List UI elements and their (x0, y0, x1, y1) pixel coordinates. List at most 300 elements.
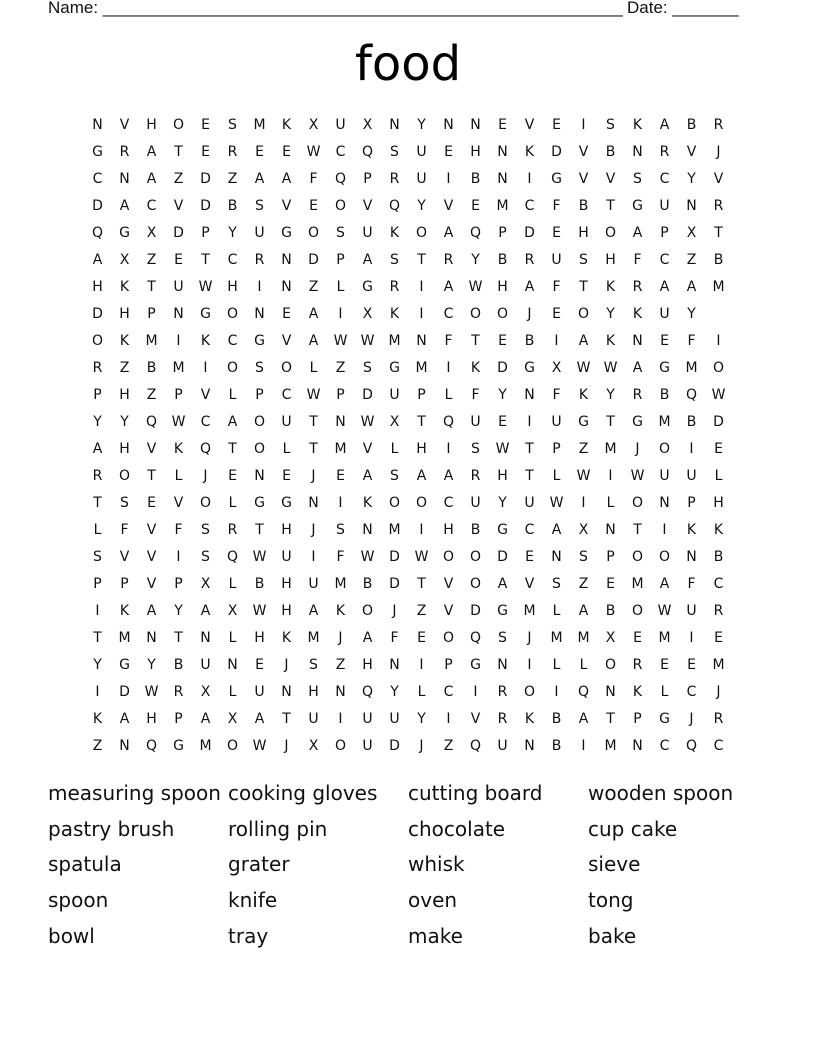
grid-letter: E (525, 549, 534, 565)
grid-letter: G (389, 360, 400, 376)
grid-letter: A (659, 279, 670, 295)
grid-letter: M (577, 630, 590, 646)
grid-letter: A (119, 711, 130, 727)
grid-letter: E (633, 630, 642, 646)
grid-row (84, 193, 732, 220)
grid-letter: M (199, 738, 212, 754)
grid-letter: D (200, 198, 211, 214)
word-list-item: bowl (48, 923, 95, 948)
grid-letter: N (281, 252, 292, 268)
grid-letter: S (309, 657, 318, 673)
grid-letter: L (228, 387, 237, 403)
grid-letter: X (119, 252, 130, 268)
grid-letter: N (335, 414, 346, 430)
grid-letter: C (713, 576, 724, 592)
grid-letter: O (199, 495, 212, 511)
grid-letter: O (604, 657, 617, 673)
grid-letter: G (659, 711, 670, 727)
grid-letter: Q (577, 684, 590, 700)
word-list-item: wooden spoon (588, 781, 734, 805)
grid-letter: U (659, 468, 670, 484)
grid-letter: P (93, 576, 102, 592)
grid-letter: D (173, 225, 184, 241)
grid-letter: Q (226, 549, 239, 565)
grid-letter: W (198, 279, 213, 295)
grid-letter: J (527, 306, 532, 322)
grid-letter: H (146, 711, 157, 727)
grid-letter: A (146, 144, 157, 160)
grid-letter: U (173, 279, 184, 295)
grid-letter: J (716, 684, 721, 700)
grid-letter: N (146, 630, 157, 646)
grid-letter: V (686, 144, 697, 160)
grid-letter: C (146, 198, 157, 214)
grid-row (84, 355, 732, 382)
grid-letter: L (552, 603, 561, 619)
grid-letter: M (415, 360, 428, 376)
grid-letter: E (714, 630, 723, 646)
grid-letter: E (552, 306, 561, 322)
grid-letter: A (443, 279, 454, 295)
grid-letter: F (687, 576, 696, 592)
grid-letter: M (118, 630, 131, 646)
grid-letter: J (527, 630, 532, 646)
grid-letter: R (173, 684, 184, 700)
word-list-item: cutting board (408, 781, 543, 805)
grid-letter: D (551, 144, 562, 160)
grid-letter: G (632, 414, 643, 430)
grid-letter: A (308, 333, 319, 349)
grid-letter: U (416, 144, 427, 160)
grid-letter: K (335, 603, 346, 619)
grid-letter: L (579, 657, 588, 673)
grid-letter: N (632, 738, 643, 754)
grid-letter: U (416, 171, 427, 187)
grid-letter: N (281, 684, 292, 700)
grid-letter: U (470, 414, 481, 430)
grid-letter: P (606, 549, 615, 565)
grid-letter: M (712, 279, 725, 295)
grid-letter: N (92, 117, 103, 133)
grid-letter: E (498, 414, 507, 430)
grid-row (84, 166, 732, 193)
grid-letter: Y (417, 117, 426, 133)
grid-letter: G (470, 657, 481, 673)
grid-letter: Q (361, 684, 374, 700)
word-list-item: sieve (588, 852, 641, 877)
grid-letter: K (173, 441, 184, 457)
grid-letter: Y (228, 225, 237, 241)
grid-letter: L (444, 387, 453, 403)
grid-letter: L (228, 495, 237, 511)
grid-letter: B (713, 252, 724, 268)
grid-letter: D (389, 549, 400, 565)
grid-letter: N (281, 279, 292, 295)
grid-letter: D (389, 576, 400, 592)
grid-letter: O (226, 738, 239, 754)
grid-letter: I (446, 171, 451, 187)
grid-letter: N (470, 117, 481, 133)
grid-letter: E (606, 576, 615, 592)
grid-letter: P (93, 387, 102, 403)
grid-letter: W (333, 333, 348, 349)
grid-letter: C (92, 171, 103, 187)
grid-letter: R (713, 711, 724, 727)
grid-letter: K (389, 225, 400, 241)
grid-letter: W (711, 387, 726, 403)
grid-letter: T (174, 630, 183, 646)
grid-letter: N (659, 495, 670, 511)
grid-letter: P (444, 657, 453, 673)
grid-letter: W (252, 549, 267, 565)
grid-letter: Y (390, 684, 399, 700)
grid-letter: X (200, 576, 211, 592)
grid-letter: T (417, 414, 426, 430)
grid-letter: C (659, 252, 670, 268)
grid-letter: I (338, 306, 343, 322)
grid-letter: G (119, 657, 130, 673)
grid-letter: M (388, 333, 401, 349)
grid-letter: J (392, 603, 397, 619)
grid-letter: F (633, 252, 642, 268)
grid-letter: X (308, 738, 319, 754)
grid-letter: P (660, 225, 669, 241)
grid-letter: A (551, 522, 562, 538)
grid-letter: R (713, 117, 724, 133)
grid-letter: Q (469, 630, 482, 646)
grid-letter: Y (147, 657, 156, 673)
grid-letter: Q (388, 198, 401, 214)
grid-letter: A (524, 279, 535, 295)
word-list-item: whisk (408, 852, 465, 877)
grid-letter: F (552, 387, 561, 403)
grid-letter: D (92, 198, 103, 214)
grid-letter: Z (335, 657, 346, 673)
grid-letter: Y (417, 711, 426, 727)
grid-letter: A (362, 468, 373, 484)
grid-letter: V (146, 549, 157, 565)
grid-letter: S (390, 252, 399, 268)
grid-row (84, 652, 732, 679)
grid-letter: H (146, 117, 157, 133)
grid-letter: U (200, 657, 211, 673)
grid-row (84, 706, 732, 733)
grid-letter: U (497, 738, 508, 754)
grid-letter: H (308, 684, 319, 700)
grid-letter: N (686, 549, 697, 565)
grid-letter: O (280, 360, 293, 376)
grid-letter: Y (687, 171, 696, 187)
grid-letter: W (576, 468, 591, 484)
grid-letter: E (687, 657, 696, 673)
grid-letter: U (335, 117, 346, 133)
grid-letter: N (254, 306, 265, 322)
grid-letter: O (469, 549, 482, 565)
grid-letter: B (551, 738, 562, 754)
grid-letter: B (470, 171, 481, 187)
grid-letter: S (606, 117, 615, 133)
grid-letter: G (200, 306, 211, 322)
grid-letter: U (686, 603, 697, 619)
grid-letter: U (659, 198, 670, 214)
grid-letter: E (336, 468, 345, 484)
grid-letter: R (92, 360, 103, 376)
grid-letter: B (146, 360, 157, 376)
grid-letter: G (281, 225, 292, 241)
grid-letter: M (658, 414, 671, 430)
grid-letter: H (281, 603, 292, 619)
grid-letter: B (686, 117, 697, 133)
grid-letter: Q (685, 738, 698, 754)
grid-letter: F (174, 522, 183, 538)
word-list-item: make (408, 923, 463, 948)
grid-letter: X (308, 117, 319, 133)
word-list-item: spoon (48, 888, 109, 913)
grid-letter: F (552, 198, 561, 214)
grid-letter: U (362, 738, 373, 754)
grid-letter: B (227, 198, 238, 214)
grid-letter: W (576, 360, 591, 376)
grid-letter: D (92, 306, 103, 322)
grid-letter: J (716, 144, 721, 160)
grid-letter: A (308, 306, 319, 322)
grid-letter: O (469, 576, 482, 592)
grid-letter: N (389, 657, 400, 673)
grid-letter: W (360, 549, 375, 565)
grid-letter: M (172, 360, 185, 376)
grid-letter: R (497, 711, 508, 727)
grid-row (84, 463, 732, 490)
grid-letter: T (93, 495, 102, 511)
grid-letter: P (174, 387, 183, 403)
grid-letter: S (336, 522, 345, 538)
grid-letter: Q (361, 144, 374, 160)
grid-letter: I (527, 414, 532, 430)
date-field-label: Date: _______ (627, 0, 739, 17)
grid-letter: U (524, 495, 535, 511)
grid-letter: G (659, 360, 670, 376)
grid-letter: W (657, 603, 672, 619)
grid-row (84, 625, 732, 652)
grid-letter: A (362, 252, 373, 268)
grid-letter: R (389, 171, 400, 187)
grid-letter: B (524, 333, 535, 349)
grid-letter: D (713, 414, 724, 430)
grid-letter: K (605, 279, 616, 295)
grid-letter: S (201, 549, 210, 565)
grid-letter: L (228, 684, 237, 700)
grid-letter: R (632, 279, 643, 295)
grid-letter: J (311, 468, 316, 484)
grid-letter: O (334, 738, 347, 754)
grid-letter: U (254, 684, 265, 700)
grid-letter: Q (145, 414, 158, 430)
grid-letter: O (91, 333, 104, 349)
grid-letter: O (712, 360, 725, 376)
grid-letter: E (147, 495, 156, 511)
grid-letter: B (686, 414, 697, 430)
grid-row (84, 490, 732, 517)
grid-letter: B (254, 576, 265, 592)
grid-row (84, 274, 732, 301)
grid-letter: A (416, 468, 427, 484)
grid-letter: S (255, 198, 264, 214)
grid-letter: R (470, 468, 481, 484)
grid-letter: R (227, 522, 238, 538)
grid-letter: A (254, 711, 265, 727)
grid-letter: L (606, 495, 615, 511)
grid-letter: V (119, 549, 130, 565)
grid-letter: M (496, 198, 509, 214)
grid-letter: L (714, 468, 723, 484)
grid-letter: I (446, 360, 451, 376)
grid-letter: O (388, 495, 401, 511)
grid-letter: Y (417, 198, 426, 214)
grid-letter: Y (498, 387, 507, 403)
grid-letter: K (524, 144, 535, 160)
grid-letter: O (442, 549, 455, 565)
grid-letter: F (444, 333, 453, 349)
grid-letter: G (119, 225, 130, 241)
grid-letter: S (120, 495, 129, 511)
grid-letter: X (227, 711, 238, 727)
grid-letter: I (419, 279, 424, 295)
grid-letter: K (686, 522, 697, 538)
grid-letter: G (632, 198, 643, 214)
grid-letter: I (581, 495, 586, 511)
grid-letter: K (281, 117, 292, 133)
grid-letter: V (443, 198, 454, 214)
grid-letter: U (551, 252, 562, 268)
grid-letter: S (579, 549, 588, 565)
grid-letter: R (659, 144, 670, 160)
grid-letter: M (388, 522, 401, 538)
grid-letter: A (632, 225, 643, 241)
grid-letter: N (389, 117, 400, 133)
word-list (48, 777, 808, 955)
grid-letter: V (146, 576, 157, 592)
grid-letter: L (552, 468, 561, 484)
word-list-item: grater (228, 852, 290, 877)
grid-letter: N (524, 738, 535, 754)
grid-row (84, 598, 732, 625)
grid-letter: C (524, 522, 535, 538)
grid-letter: L (336, 279, 345, 295)
grid-letter: F (120, 522, 129, 538)
grid-letter: F (309, 171, 318, 187)
grid-letter: V (173, 198, 184, 214)
grid-letter: T (606, 414, 615, 430)
grid-letter: D (119, 684, 130, 700)
grid-letter: V (362, 441, 373, 457)
grid-letter: I (176, 549, 181, 565)
grid-letter: X (362, 117, 373, 133)
grid-letter: C (443, 684, 454, 700)
grid-letter: S (363, 360, 372, 376)
grid-letter: U (389, 711, 400, 727)
grid-letter: N (524, 387, 535, 403)
grid-letter: N (200, 630, 211, 646)
grid-letter: O (658, 549, 671, 565)
grid-letter: H (497, 279, 508, 295)
grid-letter: J (284, 738, 289, 754)
grid-letter: H (362, 657, 373, 673)
grid-letter: A (578, 333, 589, 349)
grid-letter: T (525, 441, 534, 457)
word-list-item: rolling pin (228, 816, 328, 841)
grid-letter: B (659, 387, 670, 403)
grid-letter: K (632, 117, 643, 133)
grid-letter: H (281, 576, 292, 592)
grid-letter: I (473, 684, 478, 700)
grid-row (84, 301, 732, 328)
grid-letter: E (552, 117, 561, 133)
grid-letter: H (119, 306, 130, 322)
grid-letter: P (120, 576, 129, 592)
grid-letter: O (631, 549, 644, 565)
grid-letter: B (713, 549, 724, 565)
grid-letter: I (419, 522, 424, 538)
grid-letter: B (578, 198, 589, 214)
grid-letter: S (255, 360, 264, 376)
grid-letter: W (468, 279, 483, 295)
grid-letter: U (308, 711, 319, 727)
grid-letter: T (147, 279, 156, 295)
grid-letter: B (362, 576, 373, 592)
grid-letter: M (550, 630, 563, 646)
grid-row (84, 517, 732, 544)
grid-letter: A (632, 360, 643, 376)
grid-letter: E (201, 144, 210, 160)
grid-letter: A (200, 711, 211, 727)
grid-letter: O (118, 468, 131, 484)
grid-letter: P (174, 576, 183, 592)
grid-letter: O (226, 306, 239, 322)
grid-letter: M (334, 576, 347, 592)
grid-letter: Y (498, 495, 507, 511)
grid-letter: G (497, 522, 508, 538)
grid-letter: X (389, 414, 400, 430)
grid-letter: Z (335, 360, 346, 376)
grid-letter: I (419, 306, 424, 322)
grid-letter: S (93, 549, 102, 565)
grid-letter: P (336, 252, 345, 268)
grid-letter: W (630, 468, 645, 484)
grid-letter: V (200, 387, 211, 403)
grid-letter: A (443, 225, 454, 241)
grid-letter: I (95, 684, 100, 700)
grid-letter: R (524, 252, 535, 268)
grid-letter: N (362, 522, 373, 538)
grid-letter: H (605, 252, 616, 268)
grid-letter: K (578, 387, 589, 403)
grid-letter: E (498, 333, 507, 349)
grid-letter: V (605, 171, 616, 187)
grid-letter: M (523, 603, 536, 619)
grid-letter: M (685, 360, 698, 376)
grid-letter: V (146, 441, 157, 457)
grid-letter: T (714, 225, 723, 241)
letter-grid (84, 112, 732, 760)
grid-letter: W (144, 684, 159, 700)
grid-letter: S (471, 441, 480, 457)
grid-letter: D (497, 549, 508, 565)
grid-letter: X (227, 603, 238, 619)
grid-letter: S (201, 522, 210, 538)
grid-letter: V (362, 198, 373, 214)
grid-letter: R (389, 279, 400, 295)
grid-letter: U (659, 306, 670, 322)
